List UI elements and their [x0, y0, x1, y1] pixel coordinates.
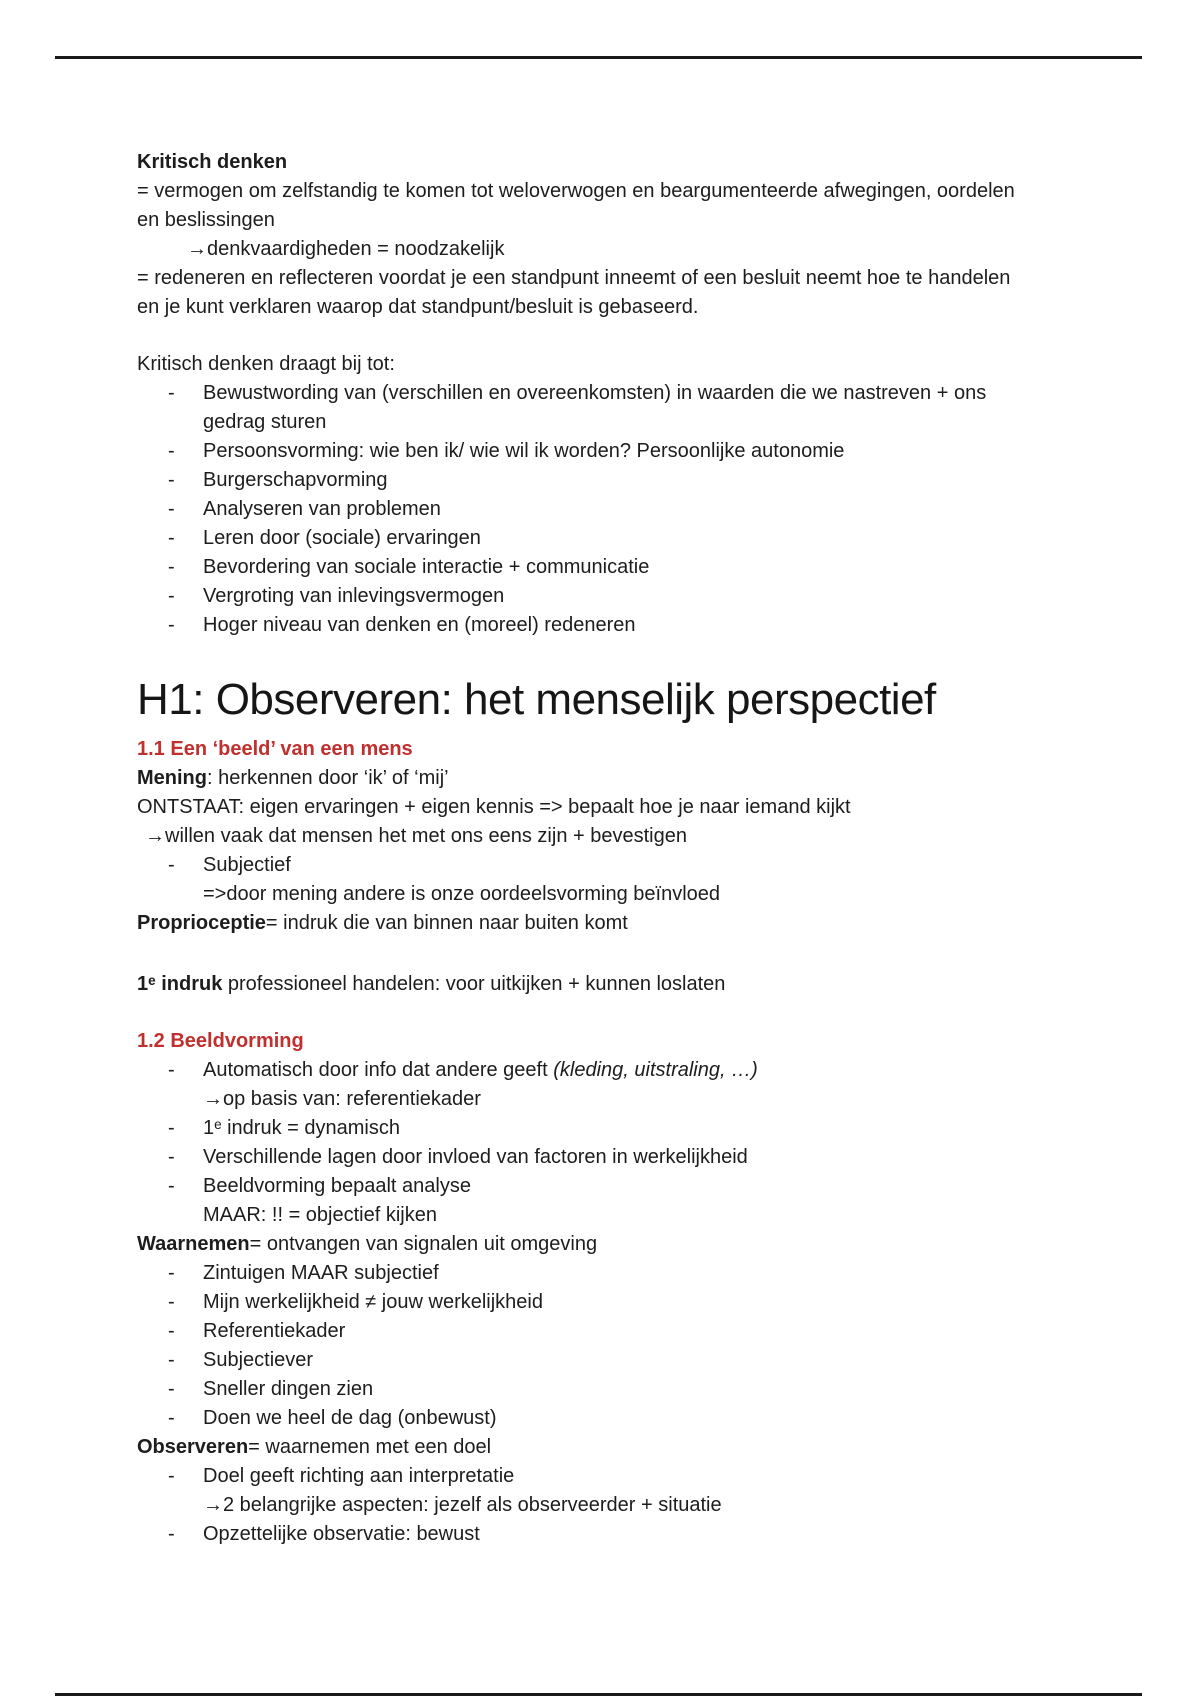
list-item: [137, 1288, 1067, 1317]
chapter-title: H1: Observeren: het menselijk perspectief: [137, 675, 936, 724]
list-item-text: Vergroting van inlevingsvermogen: [203, 585, 505, 607]
arrow-icon: →: [187, 238, 207, 260]
list-item-text: Analyseren van problemen: [203, 498, 441, 520]
list-item-text-italic: (kleding, uitstraling, …): [553, 1059, 758, 1081]
dash-bullet: -: [168, 1523, 175, 1545]
section-heading-1-1: 1.1 Een ‘beeld’ van een mens: [137, 738, 413, 760]
list-item: [137, 1143, 1067, 1172]
arrow-note-text: denkvaardigheden = noodzakelijk: [207, 238, 505, 260]
term-waarnemen: Waarnemen: [137, 1233, 250, 1255]
dash-bullet: -: [168, 1320, 175, 1342]
dash-bullet: -: [168, 1378, 175, 1400]
definition-text: professioneel handelen: voor uitkijken + kunnen loslaten: [222, 973, 726, 995]
dash-bullet: -: [168, 1059, 175, 1081]
list-item: [137, 1172, 1067, 1201]
arrow-note-text: willen vaak dat mensen het met ons eens zijn + bevestigen: [165, 825, 687, 847]
dash-bullet: -: [168, 1175, 175, 1197]
blank-line: [137, 999, 1067, 1027]
bottom-divider: [55, 1693, 1142, 1696]
term-heading: [137, 148, 1067, 177]
arrow-note: [137, 1085, 1067, 1114]
list-item-continuation: gedrag sturen: [203, 411, 327, 433]
blank-line: [137, 322, 1067, 350]
list-item-text: Beeldvorming bepaalt analyse: [203, 1175, 471, 1197]
section-heading-1-2: 1.2 Beeldvorming: [137, 1030, 304, 1052]
list-item-text: Hoger niveau van denken en (moreel) redeneren: [203, 614, 636, 636]
list-item-text: Bevordering van sociale interactie + communicatie: [203, 556, 650, 578]
arrow-icon: →: [145, 825, 165, 847]
list-item: [137, 1114, 1067, 1143]
definition-text: = ontvangen van signalen uit omgeving: [249, 1233, 598, 1255]
blank-line: [137, 938, 1067, 966]
definition-line: [137, 909, 1067, 938]
dash-bullet: -: [168, 614, 175, 636]
dash-bullet: -: [168, 527, 175, 549]
list-item: [137, 1346, 1067, 1375]
dash-bullet: -: [168, 585, 175, 607]
list-item-text: 1ᵉ indruk = dynamisch: [203, 1117, 400, 1139]
list-item: [137, 1462, 1067, 1491]
list-item-text: Persoonsvorming: wie ben ik/ wie wil ik worden? Persoonlijke autonomie: [203, 440, 845, 462]
dash-bullet: -: [168, 1465, 175, 1487]
arrow-note: [137, 235, 1067, 264]
dash-bullet: -: [168, 1291, 175, 1313]
definition-line: [137, 970, 1067, 999]
term-proprioceptie: Proprioceptie: [137, 912, 266, 934]
definition-line: [137, 1230, 1067, 1259]
list-item-text-normal: Automatisch door info dat andere geeft: [203, 1059, 554, 1081]
list-item-text: Subjectiever: [203, 1349, 314, 1371]
list-item: [137, 1520, 1067, 1549]
dash-bullet: -: [168, 854, 175, 876]
sub-note: MAAR: !! = objectief kijken: [203, 1204, 437, 1226]
list-item-text: Subjectief: [203, 854, 291, 876]
term-observeren: Observeren: [137, 1436, 249, 1458]
list-item: [137, 1404, 1067, 1433]
definition-line: [137, 764, 1067, 793]
list-item-text: Opzettelijke observatie: bewust: [203, 1523, 480, 1545]
dash-bullet: -: [168, 1117, 175, 1139]
list-item: [137, 1317, 1067, 1346]
list-item: [137, 1056, 1067, 1085]
list-item: [137, 582, 1067, 611]
dash-bullet: -: [168, 1349, 175, 1371]
list-item: [137, 851, 1067, 880]
list-item-text: Doel geeft richting aan interpretatie: [203, 1465, 515, 1487]
dash-bullet: -: [168, 498, 175, 520]
list-item-text: Burgerschapvorming: [203, 469, 388, 491]
dash-bullet: -: [168, 1146, 175, 1168]
term-eerste-indruk: 1ᵉ indruk: [137, 973, 223, 995]
definition-line: en je kunt verklaren waarop dat standpunt/besluit is gebaseerd.: [137, 296, 699, 318]
list-item-text: [203, 1056, 758, 1085]
list-intro: Kritisch denken draagt bij tot:: [137, 353, 395, 375]
definition-text: : herkennen door ‘ik’ of ‘mij’: [207, 767, 449, 789]
arrow-note: [137, 822, 1067, 851]
list-item: [137, 524, 1067, 553]
dash-bullet: -: [168, 1407, 175, 1429]
list-item-text: Sneller dingen zien: [203, 1378, 374, 1400]
list-item: [137, 437, 1067, 466]
list-item-text: Bewustwording van (verschillen en overeenkomsten) in waarden die we nastreven + ons: [203, 382, 987, 404]
list-item-text: Zintuigen MAAR subjectief: [203, 1262, 439, 1284]
term-kritisch-denken: Kritisch denken: [137, 151, 288, 173]
list-item-text: Verschillende lagen door invloed van factoren in werkelijkheid: [203, 1146, 748, 1168]
list-item: [137, 495, 1067, 524]
arrow-note: [137, 1491, 1067, 1520]
arrow-note-text: op basis van: referentiekader: [223, 1088, 481, 1110]
definition-line: [137, 1433, 1067, 1462]
list-item: [137, 611, 1067, 640]
list-item-text: Doen we heel de dag (onbewust): [203, 1407, 497, 1429]
list-item-text: Referentiekader: [203, 1320, 346, 1342]
sub-note: =>door mening andere is onze oordeelsvorming beïnvloed: [203, 883, 721, 905]
definition-text: = indruk die van binnen naar buiten komt: [265, 912, 628, 934]
dash-bullet: -: [168, 382, 175, 404]
list-item-text: Mijn werkelijkheid ≠ jouw werkelijkheid: [203, 1291, 543, 1313]
list-item: [137, 1259, 1067, 1288]
definition-line: = redeneren en reflecteren voordat je een standpunt inneemt of een besluit neemt hoe te handelen: [137, 267, 1011, 289]
term-mening: Mening: [137, 767, 207, 789]
list-item: [137, 553, 1067, 582]
top-divider: [55, 56, 1142, 59]
arrow-icon: →: [203, 1088, 223, 1110]
definition-text: = waarnemen met een doel: [248, 1436, 492, 1458]
list-item-text: Leren door (sociale) ervaringen: [203, 527, 481, 549]
dash-bullet: -: [168, 440, 175, 462]
definition-line: = vermogen om zelfstandig te komen tot weloverwogen en beargumenteerde afwegingen, oordelen: [137, 180, 1015, 202]
list-item: [137, 466, 1067, 495]
arrow-icon: →: [203, 1494, 223, 1516]
dash-bullet: -: [168, 1262, 175, 1284]
dash-bullet: -: [168, 469, 175, 491]
arrow-note-text: 2 belangrijke aspecten: jezelf als observeerder + situatie: [223, 1494, 722, 1516]
document-body: [137, 148, 1067, 1549]
dash-bullet: -: [168, 556, 175, 578]
list-item: [137, 379, 1067, 408]
definition-line: en beslissingen: [137, 209, 275, 231]
list-item: [137, 1375, 1067, 1404]
definition-line: ONTSTAAT: eigen ervaringen + eigen kennis => bepaalt hoe je naar iemand kijkt: [137, 796, 851, 818]
